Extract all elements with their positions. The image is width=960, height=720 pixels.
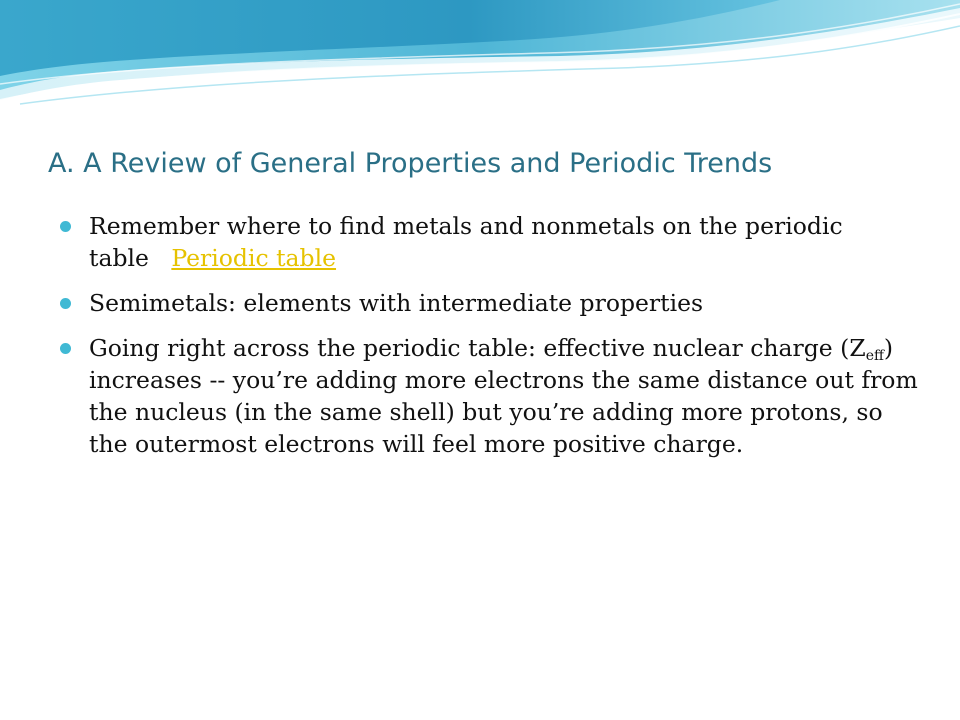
bullet-text-start: Going right across the periodic table: effective nuclear charge (Z [89,334,866,362]
bullet-dot-icon [60,221,71,232]
wave-banner [0,0,960,110]
slide-title: A. A Review of General Properties and Periodic Trends [48,148,773,179]
bullet-dot-icon [60,343,71,354]
bullet-dot-icon [60,298,71,309]
bullet-item [60,332,920,460]
bullet-text: Remember where to find metals and nonmetals on the periodic table [89,212,843,272]
bullet-item [60,287,920,319]
bullet-text-end: ) increases -- you’re adding more electrons the same distance out from the nucleus (in the same shell) but you’re adding more protons, so the outermost electrons will feel more positive charge. [89,334,918,458]
zeff-subscript: eff [865,348,884,364]
bullet-list [60,210,920,473]
bullet-item [60,210,920,274]
bullet-text: Semimetals: elements with intermediate properties [89,289,704,317]
periodic-table-link[interactable]: Periodic table [171,244,337,272]
